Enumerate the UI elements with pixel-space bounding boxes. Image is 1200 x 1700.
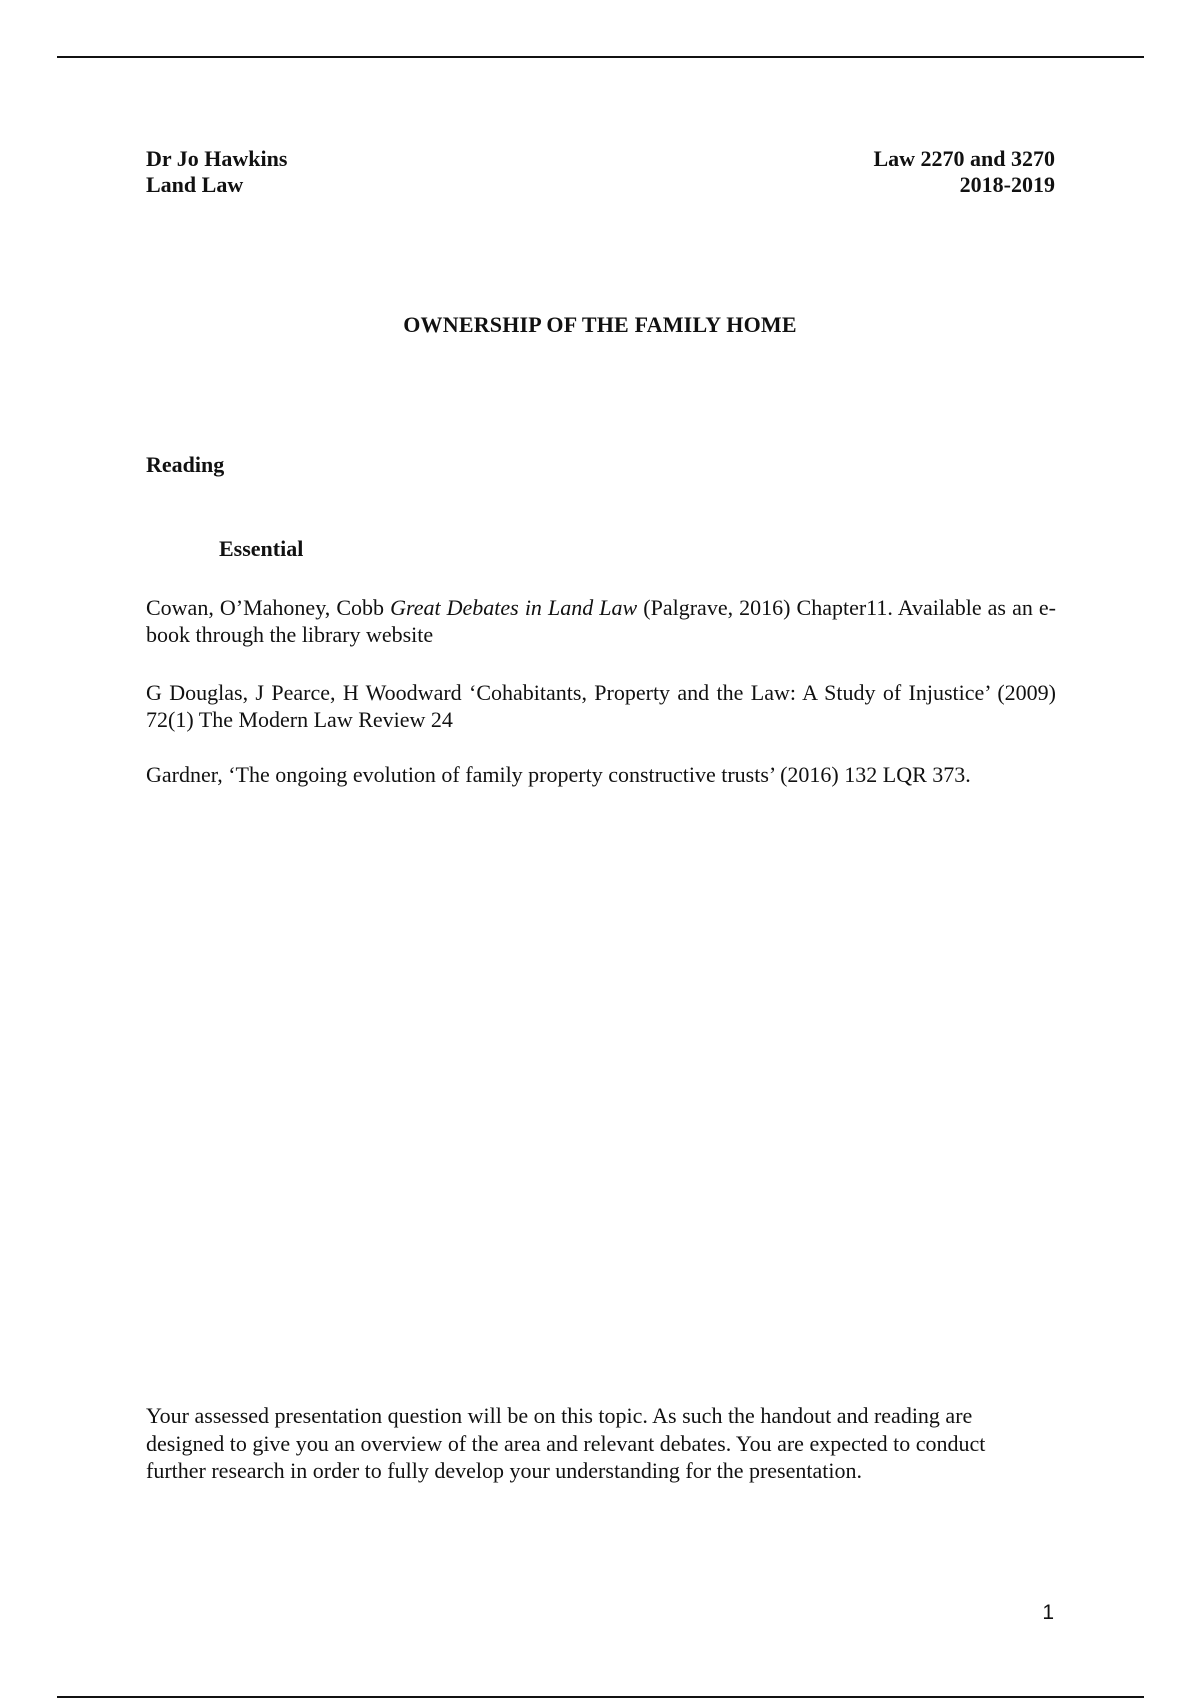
header-right [873, 146, 1055, 198]
module-codes: Law 2270 and 3270 [873, 146, 1055, 171]
page-number: 1 [1042, 1601, 1054, 1624]
assessment-note: Your assessed presentation question will be on this topic. As such the handout and reading are designed to give you an overview of the area and relevant debates. You are expected to conduct further research in order to fully develop your understanding for the presentation. [146, 1403, 986, 1483]
reading-list [146, 594, 1056, 815]
reading-item-text: Cowan, O’Mahoney, Cobb [146, 595, 391, 620]
reading-item-text: G Douglas, J Pearce, H Woodward ‘Cohabitants, Property and the Law: A Study of Injustice’ (2009) 72(1) The Modern Law Review 24 [146, 680, 1056, 732]
header-left [146, 146, 287, 198]
reading-item-text: (Palgrave, 2016) Chapter11. Available as an e-book through the library website [146, 595, 1056, 647]
top-rule [57, 56, 1144, 58]
course-name: Land Law [146, 172, 244, 197]
author-name: Dr Jo Hawkins [146, 146, 288, 171]
reading-item-italic-title: Great Debates in Land Law [390, 595, 638, 620]
essential-heading: Essential [219, 536, 304, 561]
reading-item-text: Gardner, ‘The ongoing evolution of family property constructive trusts’ (2016) 132 LQR 373. [146, 762, 971, 787]
bottom-rule [57, 1696, 1144, 1698]
academic-year: 2018-2019 [959, 172, 1055, 197]
reading-item [146, 594, 1056, 648]
reading-item [146, 761, 1056, 788]
reading-item [146, 679, 1056, 733]
document-title: OWNERSHIP OF THE FAMILY HOME [403, 312, 797, 337]
reading-heading: Reading [146, 452, 225, 477]
